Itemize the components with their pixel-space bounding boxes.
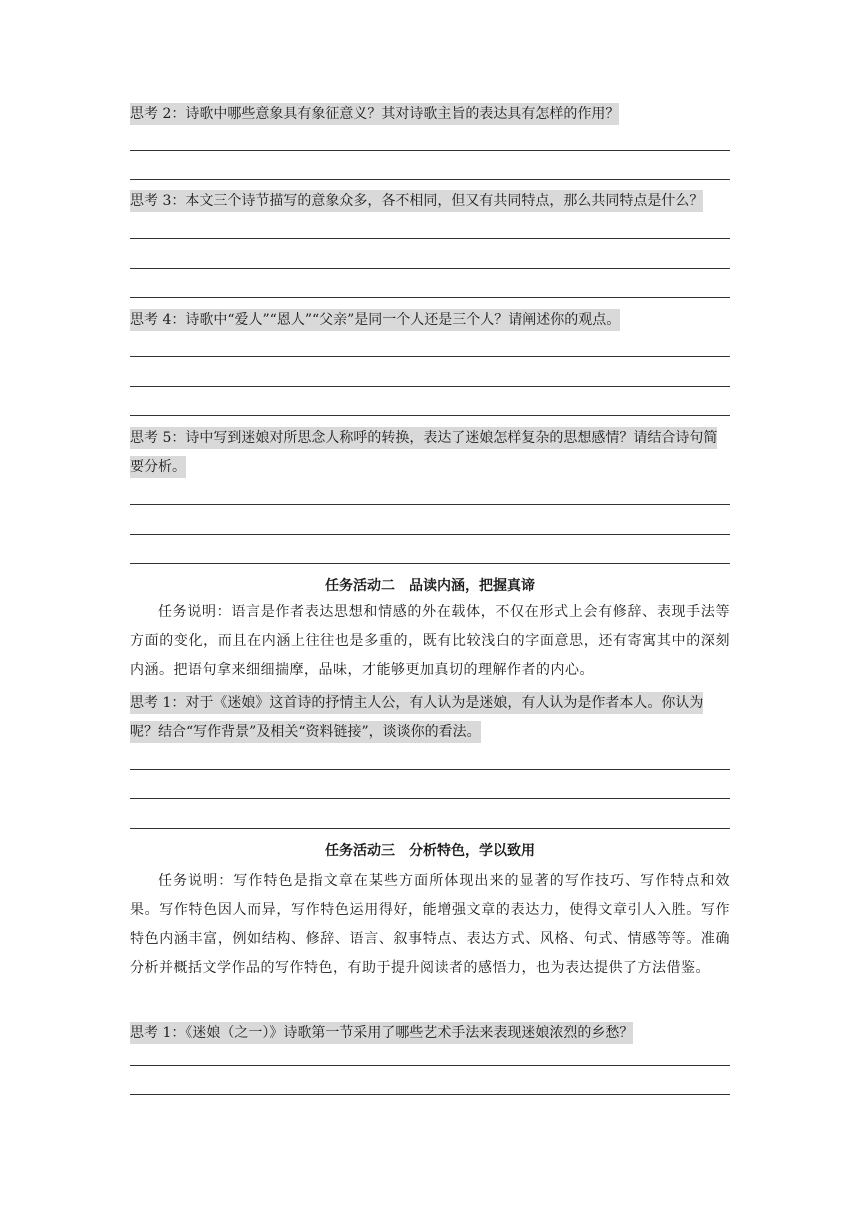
answer-line — [130, 1094, 730, 1095]
answer-line — [130, 238, 730, 239]
task-3-question-1 — [130, 1019, 730, 1048]
answer-line — [130, 563, 730, 564]
task-3-heading: 任务活动三 分析特色，学以致用 — [325, 843, 535, 859]
answer-line — [130, 150, 730, 151]
question-4 — [130, 306, 730, 335]
question-2 — [130, 100, 730, 129]
question-2-text: 思考 2：诗歌中哪些意象具有象征意义？其对诗歌主旨的表达具有怎样的作用？ — [130, 103, 619, 125]
answer-line — [130, 798, 730, 799]
task-2-question-1-text: 思考 1：对于《迷娘》这首诗的抒情主人公，有人认为是迷娘，有人认为是作者本人。你认为呢？结合“写作背景”及相关“资料链接”，谈谈你的看法。 — [130, 692, 703, 743]
task-2-heading: 任务活动二 品读内涵，把握真谛 — [325, 578, 535, 594]
question-4-text: 思考 4：诗歌中“爱人”“恩人”“父亲”是同一个人还是三个人？请阐述你的观点。 — [130, 309, 620, 331]
task-3-description: 任务说明：写作特色是指文章在某些方面所体现出来的显著的写作技巧、写作特点和效果。写作特色因人而异，写作特色运用得好，能增强文章的表达力，使得文章引人入胜。写作特色内涵丰富，例如结构、修辞、语言、叙事特点、表达方式、风格、句式、情感等等。准确分析并概括文学作品的写作特色，有助于提升阅读者的感悟力，也为表达提供了方法借鉴。 — [130, 873, 730, 976]
answer-line — [130, 1065, 730, 1066]
question-3 — [130, 187, 730, 216]
answer-line — [130, 534, 730, 535]
task-3-question-1-text: 思考 1：《迷娘（之一）》诗歌第一节采用了哪些艺术手法来表现迷娘浓烈的乡愁？ — [130, 1022, 633, 1044]
question-5-text: 思考 5：诗中写到迷娘对所思念人称呼的转换，表达了迷娘怎样复杂的思想感情？请结合诗句简要分析。 — [130, 427, 717, 478]
answer-line — [130, 769, 730, 770]
answer-line — [130, 386, 730, 387]
task-2-question-1 — [130, 689, 730, 747]
answer-line — [130, 297, 730, 298]
answer-line — [130, 415, 730, 416]
answer-line — [130, 356, 730, 357]
answer-line — [130, 179, 730, 180]
task-2-description: 任务说明：语言是作者表达思想和情感的外在载体，不仅在形式上会有修辞、表现手法等方面的变化，而且在内涵上往往也是多重的，既有比较浅白的字面意思，还有寄寓其中的深刻内涵。把语句拿来细细揣摩，品味，才能够更加真切的理解作者的内心。 — [130, 604, 730, 678]
answer-line — [130, 504, 730, 505]
question-5 — [130, 424, 730, 482]
answer-line — [130, 268, 730, 269]
answer-line — [130, 828, 730, 829]
question-3-text: 思考 3：本文三个诗节描写的意象众多，各不相同，但又有共同特点，那么共同特点是什么？ — [130, 190, 703, 212]
